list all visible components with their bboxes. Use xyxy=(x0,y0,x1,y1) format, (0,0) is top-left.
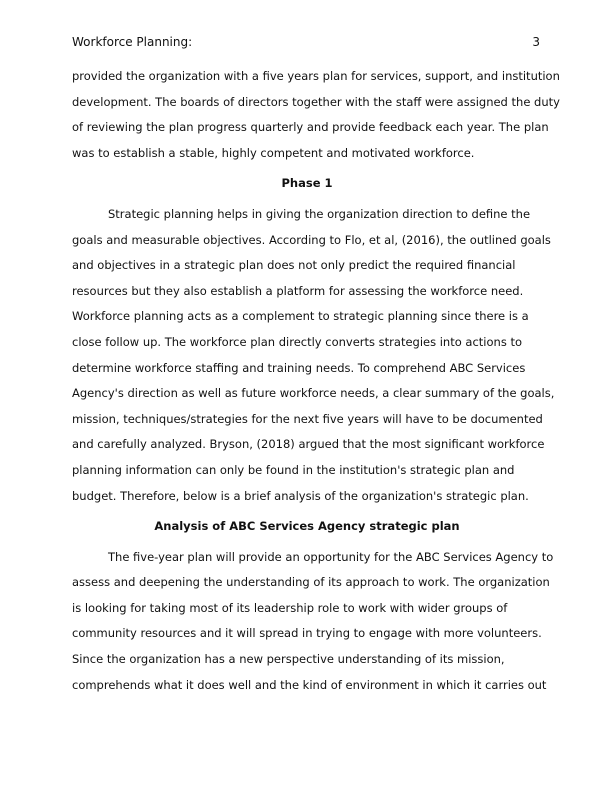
text-line: budget. Therefore, below is a brief analysis of the organization's strategic plan. xyxy=(72,488,529,503)
paragraph-1 xyxy=(72,64,560,166)
text-line: of reviewing the plan progress quarterly and provide feedback each year. The plan xyxy=(72,120,549,135)
text-line: and objectives in a strategic plan does not only predict the required financial xyxy=(72,258,516,273)
section-heading-analysis: Analysis of ABC Services Agency strategic plan xyxy=(154,519,460,534)
text-line: close follow up. The workforce plan directly converts strategies into actions to xyxy=(72,334,523,349)
text-line: was to establish a stable, highly competent and motivated workforce. xyxy=(72,145,475,160)
page-number: 3 xyxy=(532,35,540,49)
text-line: development. The boards of directors together with the staff were assigned the duty xyxy=(72,94,560,109)
text-line: is looking for taking most of its leadership role to work with wider groups of xyxy=(72,600,508,615)
text-line: planning information can only be found in the institution's strategic plan and xyxy=(72,462,515,477)
text-line: resources but they also establish a platform for assessing the workforce need. xyxy=(72,283,524,298)
paragraph-3 xyxy=(72,545,554,699)
text-line: goals and measurable objectives. According to Flo, et al, (2016), the outlined goals xyxy=(72,232,551,247)
text-line: Strategic planning helps in giving the organization direction to define the xyxy=(108,206,531,221)
text-line: Agency's direction as well as future workforce needs, a clear summary of the goals, xyxy=(72,386,555,401)
body-text xyxy=(72,64,560,698)
text-line: The five-year plan will provide an opportunity for the ABC Services Agency to xyxy=(108,549,554,564)
running-title: Workforce Planning: xyxy=(72,35,193,49)
paragraph-2 xyxy=(72,202,555,509)
text-line: determine workforce staffing and training needs. To comprehend ABC Services xyxy=(72,360,526,375)
text-line: comprehends what it does well and the kind of environment in which it carries out xyxy=(72,677,547,692)
page-header xyxy=(72,34,540,50)
section-heading-phase-1: Phase 1 xyxy=(281,176,333,191)
text-line: assess and deepening the understanding of its approach to work. The organization xyxy=(72,575,550,590)
text-line: and carefully analyzed. Bryson, (2018) argued that the most significant workforce xyxy=(72,437,545,452)
text-line: mission, techniques/strategies for the next five years will have to be documented xyxy=(72,411,543,426)
text-line: provided the organization with a five years plan for services, support, and institution xyxy=(72,69,560,83)
text-line: Workforce planning acts as a complement to strategic planning since there is a xyxy=(72,309,529,324)
text-line: community resources and it will spread in trying to engage with more volunteers. xyxy=(72,626,542,641)
text-line: Since the organization has a new perspective understanding of its mission, xyxy=(72,652,505,667)
